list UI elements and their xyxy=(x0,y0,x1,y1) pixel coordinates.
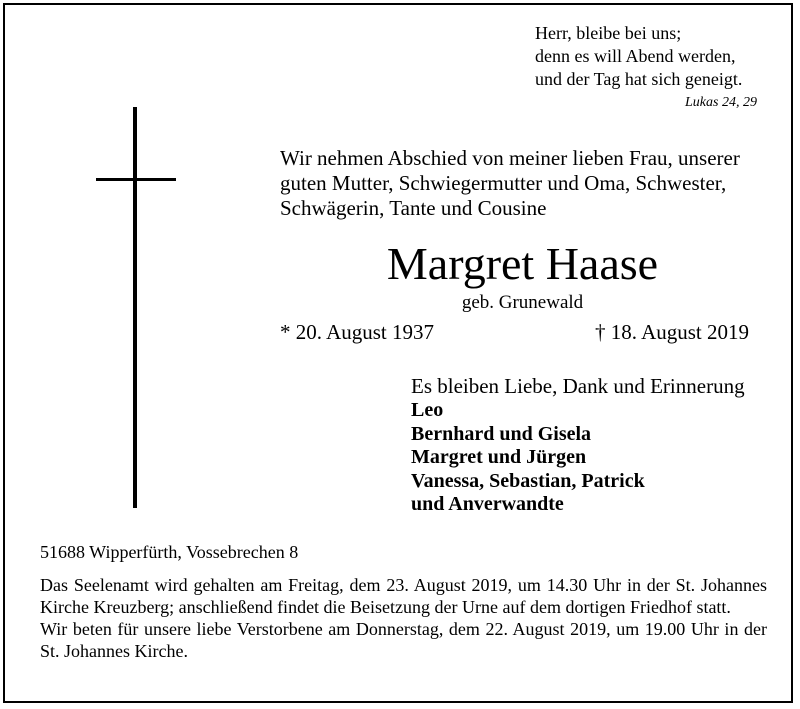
mourners-list xyxy=(411,399,645,517)
verse-line: denn es will Abend werden, xyxy=(535,46,736,66)
intro-line: Schwägerin, Tante und Cousine xyxy=(280,196,547,220)
mourners-intro: Es bleiben Liebe, Dank und Erinnerung xyxy=(411,374,745,398)
mourner-name: und Anverwandte xyxy=(411,493,564,515)
farewell-intro xyxy=(280,146,740,221)
bible-verse xyxy=(535,22,742,91)
notice-paragraph: Wir beten für unsere liebe Verstorbene am Donnerstag, dem 22. August 2019, um 19.00 Uhr in der St. Johannes Kirche. xyxy=(40,619,767,661)
verse-line: und der Tag hat sich geneigt. xyxy=(535,69,743,89)
mourner-name: Vanessa, Sebastian, Patrick xyxy=(411,469,645,492)
intro-line: guten Mutter, Schwiegermutter und Oma, Schwester, xyxy=(280,171,727,195)
verse-reference: Lukas 24, 29 xyxy=(685,95,757,110)
mourner-name: Leo xyxy=(411,399,444,421)
birth-date: * 20. August 1937 xyxy=(280,320,435,344)
intro-line: Wir nehmen Abschied von meiner lieben Frau, unserer xyxy=(280,146,740,170)
birth-name: geb. Grunewald xyxy=(461,292,584,313)
family-address: 51688 Wipperfürth, Vossebrechen 8 xyxy=(40,542,299,562)
notice-paragraph: Das Seelenamt wird gehalten am Freitag, dem 23. August 2019, um 14.30 Uhr in der St. Johannes Kirche Kreuzberg; anschließend findet die Beisetzung der Urne auf dem dortigen Friedhof statt. xyxy=(40,575,767,617)
deceased-name: Margret Haase xyxy=(386,238,659,289)
mourner-name: Margret und Jürgen xyxy=(411,446,587,468)
mourner-name: Bernhard und Gisela xyxy=(411,422,592,445)
service-notice xyxy=(40,574,767,662)
verse-line: Herr, bleibe bei uns; xyxy=(535,23,682,43)
death-date: † 18. August 2019 xyxy=(595,320,750,344)
cross-icon-bar xyxy=(96,178,176,181)
